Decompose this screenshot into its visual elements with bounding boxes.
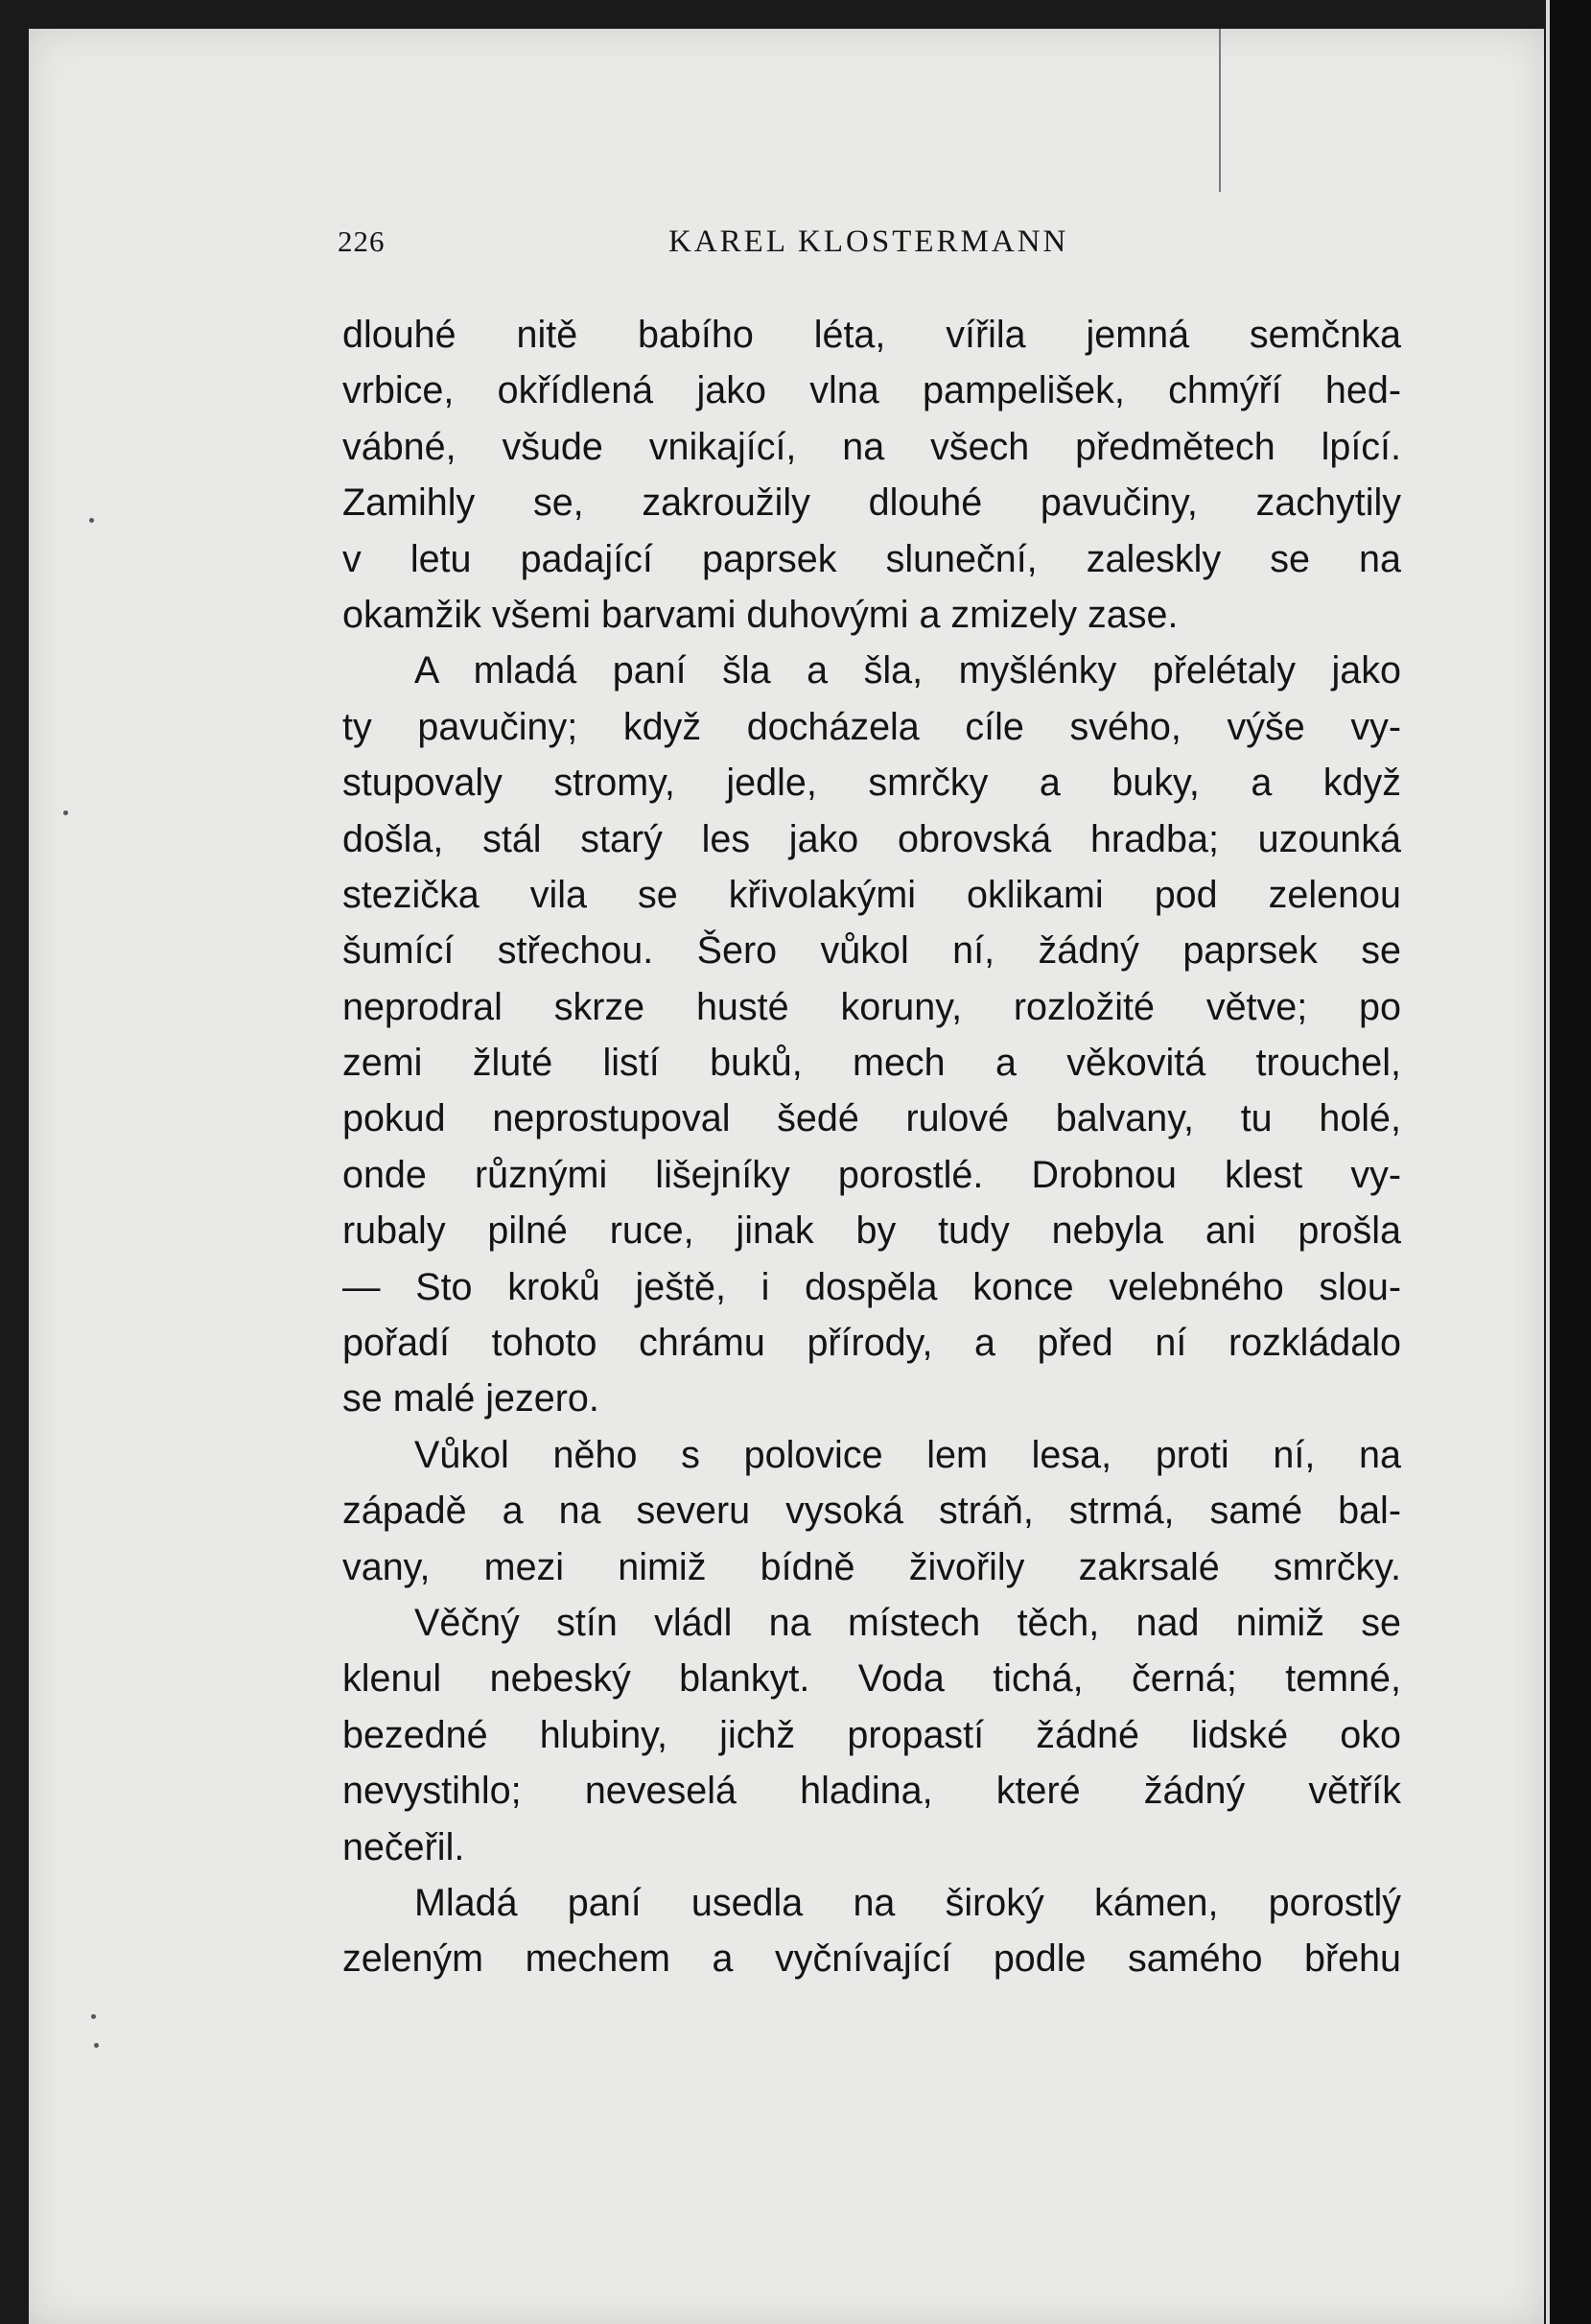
text-line: dlouhé nitě babího léta, vířila jemná semčnka (342, 314, 1401, 356)
text-line: stezička vila se křivolakými oklikami pod zelenou (342, 873, 1401, 916)
text-line: nečeřil. (342, 1825, 465, 1868)
text-line: rubaly pilné ruce, jinak by tudy nebyla ani prošla (342, 1209, 1401, 1253)
text-line: A mladá paní šla a šla, myšlénky přelétaly jako (414, 649, 1401, 693)
running-title: KAREL KLOSTERMANN (668, 224, 1069, 259)
speck (94, 2043, 99, 2048)
text-line: okamžik všemi barvami duhovými a zmizely zase. (342, 593, 1179, 636)
text-line: Zamihly se, zakroužily dlouhé pavučiny, zachytily (342, 481, 1401, 525)
text-line: došla, stál starý les jako obrovská hradba; uzounká (342, 817, 1401, 860)
text-line: vábné, všude vnikající, na všech předmětech lpící. (342, 425, 1401, 468)
speck (89, 518, 94, 523)
text-line: klenul nebeský blankyt. Voda tichá, černá; temné, (342, 1657, 1401, 1701)
text-line: šumící střechou. Šero vůkol ní, žádný paprsek se (342, 929, 1401, 973)
text-line: — Sto kroků ještě, i dospěla konce velebného slou- (342, 1265, 1401, 1308)
scan-mark (1219, 29, 1221, 192)
scan-edge (1546, 0, 1591, 2324)
text-line: onde různými lišejníky porostlé. Drobnou klest vy- (342, 1153, 1401, 1196)
text-line: Vůkol něho s polovice lem lesa, proti ní, na (414, 1433, 1401, 1476)
text-line: západě a na severu vysoká stráň, strmá, samé bal- (342, 1490, 1401, 1533)
text-line: ty pavučiny; když docházela cíle svého, výše vy- (342, 705, 1401, 748)
text-line: Mladá paní usedla na široký kámen, porostlý (414, 1881, 1401, 1924)
speck (63, 810, 68, 815)
body-text (342, 307, 1401, 1987)
text-line: neprodral skrze husté koruny, rozložité větve; po (342, 985, 1401, 1028)
text-line: pořadí tohoto chrámu přírody, a před ní rozkládalo (342, 1322, 1401, 1365)
text-line: stupovaly stromy, jedle, smrčky a buky, a když (342, 762, 1401, 805)
running-header (338, 224, 1402, 267)
text-line: se malé jezero. (342, 1377, 599, 1420)
page-number: 226 (338, 224, 386, 258)
text-line: Věčný stín vládl na místech těch, nad nimiž se (414, 1601, 1401, 1644)
speck (91, 2014, 96, 2019)
text-line: pokud neprostupoval šedé rulové balvany, tu holé, (342, 1097, 1401, 1140)
text-line: zemi žluté listí buků, mech a věkovitá trouchel, (342, 1042, 1401, 1085)
text-line: zeleným mechem a vyčnívající podle samého břehu (342, 1937, 1401, 1981)
text-line: vany, mezi nimiž bídně živořily zakrsalé smrčky. (342, 1545, 1401, 1588)
text-line: v letu padající paprsek sluneční, zaleskly se na (342, 537, 1401, 580)
text-line: bezedné hlubiny, jichž propastí žádné lidské oko (342, 1713, 1401, 1756)
text-line: vrbice, okřídlená jako vlna pampelišek, chmýří hed- (342, 369, 1401, 412)
text-line: nevystihlo; neveselá hladina, které žádný větřík (342, 1770, 1401, 1813)
